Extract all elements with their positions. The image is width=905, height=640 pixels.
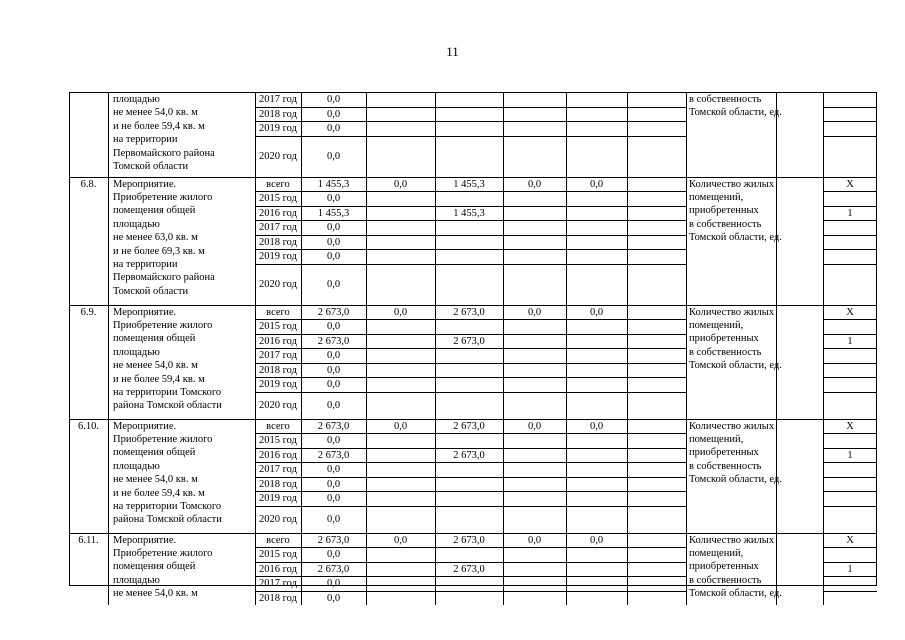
measure-description-line: на территории Томского: [113, 386, 222, 398]
year-cell-total: всего: [266, 178, 290, 190]
year-cell: 2017 год: [259, 578, 297, 589]
value-total-cell: 0,0: [326, 108, 341, 120]
year-cell: 2017 год: [259, 464, 297, 475]
row-border: [823, 506, 877, 507]
value-total-cell: 0,0: [326, 321, 341, 332]
year-cell: 2019 год: [259, 379, 297, 390]
row-border: [255, 506, 686, 507]
col-border: [776, 92, 777, 177]
year-cell: 2017 год: [259, 350, 297, 361]
value-total-cell: 0,0: [326, 464, 341, 475]
col-border: [686, 533, 687, 606]
col-border: [566, 419, 567, 533]
indicator-text-line: в собственность: [689, 94, 762, 105]
year-cell: 2016 год: [259, 335, 297, 347]
row-border: [823, 220, 877, 221]
col-border: [366, 305, 367, 419]
col-border: [627, 533, 628, 606]
col-border: [503, 305, 504, 419]
measure-number: 6.10.: [78, 420, 99, 432]
col-border: [503, 419, 504, 533]
row-border: [823, 547, 877, 548]
indicator-text-line: Количество жилых: [689, 534, 775, 546]
value-other-cell: 0,0: [589, 306, 604, 318]
row-border: [823, 191, 877, 192]
value-total-cell: 0,0: [326, 549, 341, 560]
measure-description-line: помещения общей: [113, 561, 196, 573]
year-cell-total: всего: [266, 306, 290, 318]
value-total-cell: 2 673,0: [317, 534, 350, 546]
row-border: [823, 477, 877, 478]
indicator-text-line: в собственность: [689, 346, 762, 358]
value-local-cell: 0,0: [527, 306, 542, 318]
measure-description-line: на территории Томского: [113, 500, 222, 512]
value-total-cell: 0,0: [326, 578, 341, 589]
measure-description-line: Первомайского района: [113, 147, 215, 159]
col-border: [366, 92, 367, 177]
indicator-value-cell: 1: [847, 563, 853, 575]
col-border: [435, 92, 436, 177]
year-cell: 2019 год: [259, 493, 297, 504]
col-border: [503, 92, 504, 177]
measure-description-line: района Томской области: [113, 400, 222, 412]
indicator-text-line: в собственность: [689, 460, 762, 472]
value-other-cell: 0,0: [589, 534, 604, 546]
row-border: [255, 392, 686, 393]
col-border: [627, 419, 628, 533]
indicator-text-line: приобретенных: [689, 205, 759, 217]
value-total-cell: 0,0: [326, 435, 341, 446]
value-total-cell: 2 673,0: [317, 420, 350, 432]
indicator-text-line: в собственность: [689, 218, 762, 230]
col-border: [686, 305, 687, 419]
measure-description-line: на территории: [113, 134, 178, 146]
col-border: [823, 92, 824, 177]
value-total-cell: 0,0: [326, 278, 341, 290]
col-border: [566, 305, 567, 419]
year-cell: 2018 год: [259, 364, 297, 376]
col-border: [627, 177, 628, 305]
value-total-cell: 2 673,0: [317, 306, 350, 318]
row-border: [823, 576, 877, 577]
year-cell: 2020 год: [259, 150, 297, 162]
col-border: [627, 92, 628, 177]
indicator-text-line: Томской области, ед.: [689, 232, 782, 244]
measure-description-line: площадью: [113, 460, 160, 472]
col-border: [108, 92, 109, 177]
row-border: [823, 433, 877, 434]
measure-description-line: площадью: [113, 94, 160, 105]
col-border: [435, 177, 436, 305]
measure-description-line: Первомайского района: [113, 272, 215, 284]
year-cell: 2017 год: [259, 94, 297, 105]
indicator-value-cell: 1: [847, 449, 853, 461]
year-cell: 2015 год: [259, 193, 297, 204]
value-total-cell: 0,0: [326, 399, 341, 411]
measure-description-line: не менее 54,0 кв. м: [113, 107, 198, 119]
indicator-text-line: Томской области, ед.: [689, 107, 782, 119]
col-border: [686, 92, 687, 177]
indicator-value-cell: X: [846, 534, 854, 546]
col-border: [503, 177, 504, 305]
indicator-text-line: приобретенных: [689, 333, 759, 345]
year-cell: 2015 год: [259, 321, 297, 332]
row-border: [823, 462, 877, 463]
value-regional-cell: 1 455,3: [453, 207, 485, 219]
col-border: [366, 419, 367, 533]
measure-description-line: площадью: [113, 218, 160, 230]
value-federal-cell: 0,0: [393, 534, 408, 546]
col-border: [435, 305, 436, 419]
row-border: [823, 249, 877, 250]
year-cell: 2015 год: [259, 549, 297, 560]
col-border: [366, 177, 367, 305]
indicator-value-cell: 1: [847, 335, 853, 347]
col-border: [566, 177, 567, 305]
year-cell-total: всего: [266, 420, 290, 432]
measure-description-line: не менее 54,0 кв. м: [113, 360, 198, 372]
indicator-text-line: помещений,: [689, 547, 744, 559]
year-cell: 2020 год: [259, 399, 297, 411]
value-regional-cell: 2 673,0: [453, 449, 485, 461]
row-border: [823, 319, 877, 320]
measure-description-line: Томской области: [113, 161, 189, 172]
value-total-cell: 0,0: [326, 193, 341, 204]
page-number: 11: [446, 44, 459, 59]
indicator-text-line: Количество жилых: [689, 420, 775, 432]
indicator-value-cell: X: [846, 178, 854, 190]
value-total-cell: 0,0: [326, 94, 341, 105]
year-cell-total: всего: [266, 534, 290, 546]
indicator-text-line: приобретенных: [689, 561, 759, 573]
indicator-text-line: помещений,: [689, 191, 744, 203]
indicator-value-cell: X: [846, 306, 854, 318]
value-regional-cell: 1 455,3: [453, 178, 485, 190]
measure-description-line: и не более 69,3 кв. м: [113, 245, 205, 257]
value-total-cell: 0,0: [326, 364, 341, 376]
measure-description-line: помещения общей: [113, 205, 196, 217]
value-total-cell: 0,0: [326, 222, 341, 233]
row-border: [823, 136, 877, 137]
measure-description-line: помещения общей: [113, 333, 196, 345]
row-border: [823, 348, 877, 349]
value-local-cell: 0,0: [527, 534, 542, 546]
measure-number: 6.9.: [80, 306, 97, 318]
value-total-cell: 0,0: [326, 592, 341, 604]
measure-description-line: Мероприятие.: [113, 534, 177, 546]
row-border: [823, 392, 877, 393]
col-border: [686, 177, 687, 305]
year-cell: 2018 год: [259, 592, 297, 604]
col-border: [108, 305, 109, 419]
measure-description-line: площадью: [113, 346, 160, 358]
value-regional-cell: 2 673,0: [453, 420, 485, 432]
row-border: [823, 591, 877, 592]
row-border: [823, 377, 877, 378]
measure-number: 6.11.: [78, 534, 99, 546]
measure-description-line: не менее 54,0 кв. м: [113, 474, 198, 486]
col-border: [108, 533, 109, 606]
year-cell: 2018 год: [259, 478, 297, 490]
value-total-cell: 0,0: [326, 236, 341, 248]
indicator-value-cell: 1: [847, 207, 853, 219]
measure-description-line: Мероприятие.: [113, 178, 177, 190]
value-other-cell: 0,0: [589, 178, 604, 190]
value-federal-cell: 0,0: [393, 420, 408, 432]
row-border: [823, 264, 877, 265]
measure-description-line: не менее 54,0 кв. м: [113, 588, 198, 600]
measure-description-line: Мероприятие.: [113, 420, 177, 432]
year-cell: 2016 год: [259, 449, 297, 461]
value-total-cell: 0,0: [326, 150, 341, 162]
year-cell: 2017 год: [259, 222, 297, 233]
col-border: [823, 419, 824, 533]
measure-description-line: Приобретение жилого: [113, 433, 213, 445]
indicator-text-line: Томской области, ед.: [689, 360, 782, 372]
value-federal-cell: 0,0: [393, 306, 408, 318]
measure-description-line: и не более 59,4 кв. м: [113, 373, 205, 385]
indicator-text-line: помещений,: [689, 433, 744, 445]
row-border: [823, 491, 877, 492]
value-total-cell: 0,0: [326, 251, 341, 262]
indicator-value-cell: X: [846, 420, 854, 432]
measure-number: 6.8.: [80, 178, 97, 190]
col-border: [108, 177, 109, 305]
measure-description-line: на территории: [113, 258, 178, 270]
value-total-cell: 0,0: [326, 379, 341, 390]
value-total-cell: 1 455,3: [317, 207, 350, 219]
table-left-border: [69, 92, 70, 586]
value-local-cell: 0,0: [527, 420, 542, 432]
year-cell: 2018 год: [259, 236, 297, 248]
year-cell: 2016 год: [259, 207, 297, 219]
value-total-cell: 0,0: [326, 478, 341, 490]
indicator-text-line: Количество жилых: [689, 306, 775, 318]
indicator-text-line: в собственность: [689, 574, 762, 586]
year-cell: 2016 год: [259, 563, 297, 575]
indicator-text-line: Томской области, ед.: [689, 474, 782, 486]
measure-description-line: помещения общей: [113, 447, 196, 459]
year-cell: 2019 год: [259, 251, 297, 262]
year-cell: 2020 год: [259, 278, 297, 290]
year-cell: 2018 год: [259, 108, 297, 120]
value-total-cell: 2 673,0: [317, 449, 350, 461]
value-total-cell: 0,0: [326, 513, 341, 525]
value-local-cell: 0,0: [527, 178, 542, 190]
measure-description-line: площадью: [113, 574, 160, 586]
col-border: [823, 305, 824, 419]
value-federal-cell: 0,0: [393, 178, 408, 190]
row-border: [255, 136, 686, 137]
col-border: [435, 419, 436, 533]
col-border: [566, 92, 567, 177]
value-regional-cell: 2 673,0: [453, 534, 485, 546]
value-other-cell: 0,0: [589, 420, 604, 432]
value-total-cell: 1 455,3: [317, 178, 350, 190]
program-table: [69, 92, 877, 604]
col-border: [108, 419, 109, 533]
row-border: [823, 235, 877, 236]
row-border: [823, 121, 877, 122]
row-border: [823, 363, 877, 364]
value-total-cell: 0,0: [326, 493, 341, 504]
value-regional-cell: 2 673,0: [453, 306, 485, 318]
row-border: [255, 264, 686, 265]
measure-description-line: района Томской области: [113, 514, 222, 526]
row-border: [823, 107, 877, 108]
measure-description-line: и не более 59,4 кв. м: [113, 487, 205, 499]
value-total-cell: 2 673,0: [317, 563, 350, 575]
col-border: [686, 419, 687, 533]
value-total-cell: 0,0: [326, 350, 341, 361]
value-regional-cell: 2 673,0: [453, 563, 485, 575]
value-total-cell: 0,0: [326, 123, 341, 134]
indicator-text-line: Количество жилых: [689, 178, 775, 190]
indicator-text-line: Томской области, ед.: [689, 588, 782, 600]
year-cell: 2015 год: [259, 435, 297, 446]
measure-description-line: Приобретение жилого: [113, 191, 213, 203]
year-cell: 2019 год: [259, 123, 297, 134]
measure-description-line: Мероприятие.: [113, 306, 177, 318]
measure-description-line: не менее 63,0 кв. м: [113, 232, 198, 244]
year-cell: 2020 год: [259, 513, 297, 525]
indicator-text-line: приобретенных: [689, 447, 759, 459]
measure-description-line: Томской области: [113, 285, 189, 297]
indicator-text-line: помещений,: [689, 319, 744, 331]
value-regional-cell: 2 673,0: [453, 335, 485, 347]
value-total-cell: 2 673,0: [317, 335, 350, 347]
col-border: [627, 305, 628, 419]
measure-description-line: Приобретение жилого: [113, 319, 213, 331]
measure-description-line: Приобретение жилого: [113, 547, 213, 559]
col-border: [823, 177, 824, 305]
measure-description-line: и не более 59,4 кв. м: [113, 120, 205, 132]
